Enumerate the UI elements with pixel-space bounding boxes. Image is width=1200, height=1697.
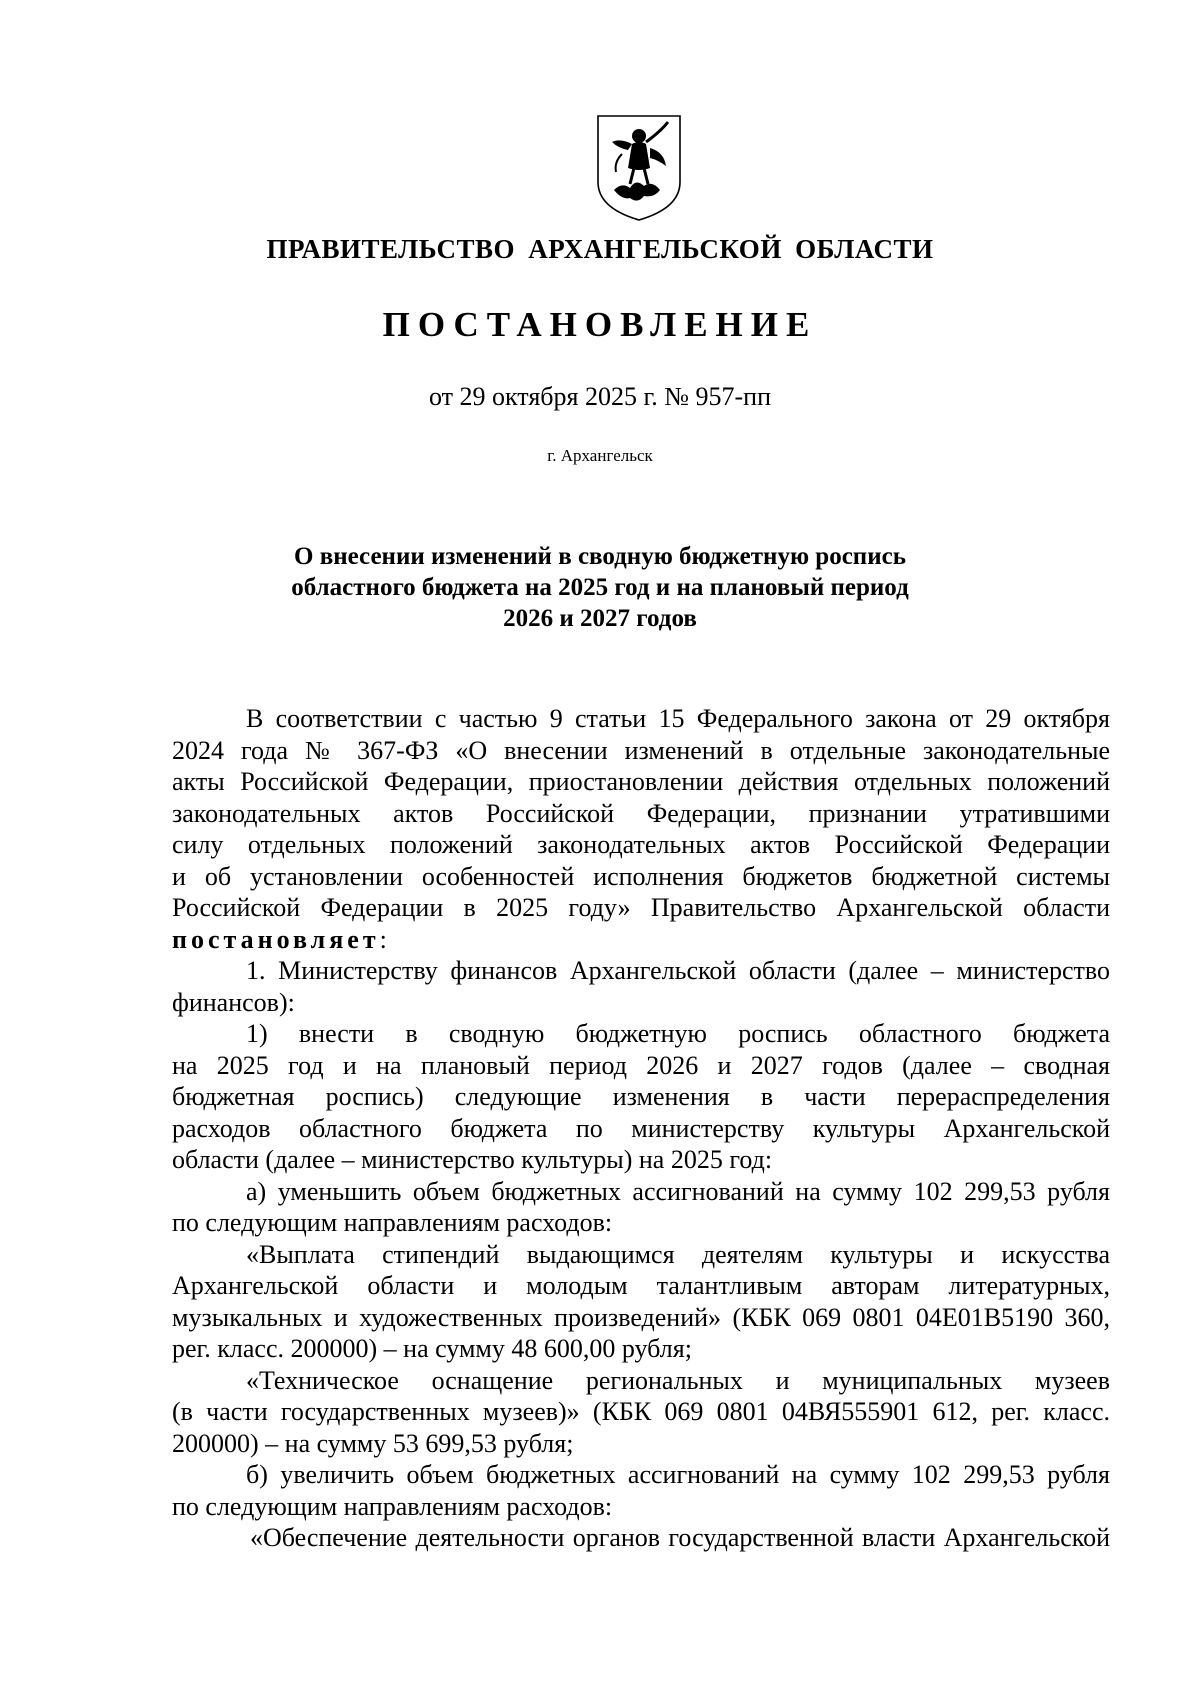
- body-line: законодательных актов Российской Федерации, признании утратившими: [172, 798, 1110, 828]
- coat-of-arms-emblem: [592, 112, 686, 224]
- body-line: по следующим направлениям расходов:: [172, 1491, 613, 1521]
- body-line: 1. Министерству финансов Архангельской области (далее – министерство: [246, 956, 1110, 985]
- decree-colon: :: [379, 924, 387, 954]
- document-date-number: от 29 октября 2025 г. № 957-пп: [429, 382, 771, 411]
- body-line: «Выплата стипендий выдающимся деятелям культуры и искусства: [246, 1239, 1110, 1269]
- body-line: музыкальных и художественных произведений» (КБК 069 0801 04Е01В5190 360,: [172, 1302, 1110, 1332]
- body-line: расходов областного бюджета по министерству культуры Архангельской: [172, 1113, 1110, 1143]
- document-type: ПОСТАНОВЛЕНИЕ: [382, 305, 818, 344]
- body-line: 200000) – на сумму 53 699,53 рубля;: [172, 1428, 574, 1458]
- body-line: В соответствии с частью 9 статьи 15 Федерального закона от 29 октября: [246, 704, 1110, 733]
- body-line: Архангельской области и молодым талантливым авторам литературных,: [172, 1271, 1110, 1300]
- body-line: б) увеличить объем бюджетных ассигнований на сумму 102 299,53 рубля: [246, 1460, 1110, 1489]
- subject-line: областного бюджета на 2025 год и на плановый период: [291, 574, 909, 601]
- body-line: акты Российской Федерации, приостановлении действия отдельных положений: [172, 767, 1110, 796]
- decree-line: [172, 924, 1110, 956]
- body-line: области (далее – министерство культуры) на 2025 год:: [172, 1145, 773, 1174]
- body-line: по следующим направлениям расходов:: [172, 1208, 613, 1237]
- body-line: бюджетная роспись) следующие изменения в части перераспределения: [172, 1082, 1110, 1111]
- body-line: «Обеспечение деятельности органов государственной власти Архангельской: [250, 1523, 1110, 1552]
- body-line: а) уменьшить объем бюджетных ассигнований на сумму 102 299,53 рубля: [246, 1176, 1110, 1206]
- document-city: г. Архангельск: [547, 446, 653, 465]
- body-line: «Техническое оснащение региональных и муниципальных музеев: [246, 1365, 1110, 1395]
- body-line: и об установлении особенностей исполнения бюджетов бюджетной системы: [172, 861, 1110, 891]
- organization-title: ПРАВИТЕЛЬСТВО АРХАНГЕЛЬСКОЙ ОБЛАСТИ: [266, 234, 934, 264]
- subject-line: 2026 и 2027 годов: [503, 605, 697, 632]
- body-line: 1) внести в сводную бюджетную роспись областного бюджета: [246, 1019, 1110, 1048]
- document-subject: [0, 541, 1200, 634]
- body-line: (в части государственных музеев)» (КБК 069 0801 04ВЯ555901 612, рег. класс.: [172, 1397, 1110, 1426]
- body-line: силу отдельных положений законодательных актов Российской Федерации: [172, 830, 1110, 859]
- subject-line: О внесении изменений в сводную бюджетную роспись: [294, 543, 906, 570]
- body-line: рег. класс. 200000) – на сумму 48 600,00 рубля;: [172, 1334, 692, 1363]
- body-line: финансов):: [172, 987, 295, 1017]
- body-line: Российской Федерации в 2025 году» Правительство Архангельской области: [172, 893, 1110, 922]
- body-line: 2024 года № 367-ФЗ «О внесении изменений в отдельные законодательные: [172, 735, 1110, 765]
- document-body: [172, 703, 1110, 1554]
- body-line: на 2025 год и на плановый период 2026 и 2027 годов (далее – сводная: [172, 1050, 1110, 1080]
- decree-word: постановляет: [172, 924, 380, 954]
